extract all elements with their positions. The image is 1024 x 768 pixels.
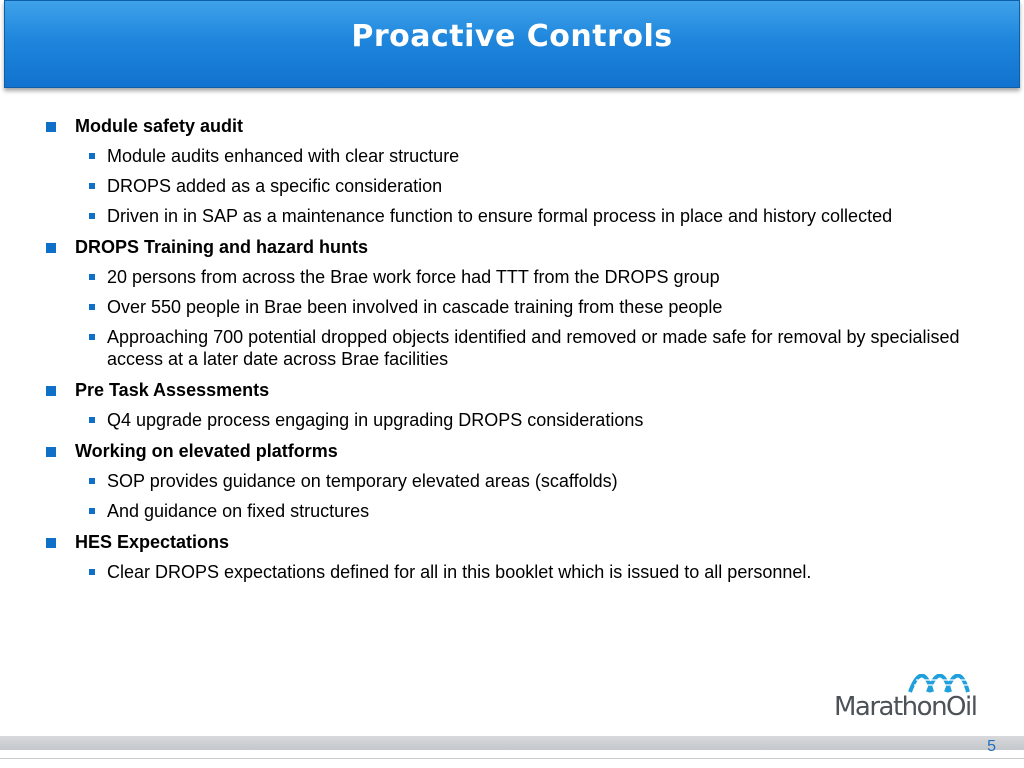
small-square-bullet-icon xyxy=(89,213,95,219)
small-square-bullet-icon xyxy=(89,274,95,280)
small-square-bullet-icon xyxy=(89,153,95,159)
section-heading-text: Working on elevated platforms xyxy=(75,441,338,461)
section-heading-text: Pre Task Assessments xyxy=(75,380,270,400)
list-item-text: Driven in in SAP as a maintenance function to ensure formal process in place and history collected xyxy=(107,206,893,226)
list-item-text: Q4 upgrade process engaging in upgrading DROPS considerations xyxy=(107,410,644,430)
section-heading xyxy=(44,115,994,137)
list-item-text: Clear DROPS expectations defined for all in this booklet which is issued to all personnel. xyxy=(107,562,812,582)
list-item-text: DROPS added as a specific consideration xyxy=(107,176,443,196)
small-square-bullet-icon xyxy=(89,334,95,340)
section-heading xyxy=(44,531,994,553)
list-item xyxy=(44,145,994,167)
title-bar xyxy=(4,0,1020,88)
small-square-bullet-icon xyxy=(89,417,95,423)
list-item-text: 20 persons from across the Brae work force had TTT from the DROPS group xyxy=(107,267,720,287)
list-item xyxy=(44,409,994,431)
bullet-list xyxy=(44,115,994,583)
list-item xyxy=(44,266,994,288)
small-square-bullet-icon xyxy=(89,478,95,484)
list-item xyxy=(44,470,994,492)
company-logo xyxy=(834,674,996,724)
list-item xyxy=(44,296,994,318)
square-bullet-icon xyxy=(46,122,56,132)
logo-wordmark: MarathonOil xyxy=(834,692,977,722)
list-item-text: Approaching 700 potential dropped objects identified and removed or made safe for removal by specialised access at a later date across Brae facilities xyxy=(107,327,960,369)
list-item xyxy=(44,205,994,227)
square-bullet-icon xyxy=(46,447,56,457)
slide-title: Proactive Controls xyxy=(351,18,673,54)
section-heading-text: DROPS Training and hazard hunts xyxy=(75,237,369,257)
list-item-text: And guidance on fixed structures xyxy=(107,501,370,521)
small-square-bullet-icon xyxy=(89,304,95,310)
list-item xyxy=(44,175,994,197)
square-bullet-icon xyxy=(46,386,56,396)
list-item-text: Over 550 people in Brae been involved in cascade training from these people xyxy=(107,297,723,317)
list-item xyxy=(44,500,994,522)
section-heading xyxy=(44,236,994,258)
section-heading-text: HES Expectations xyxy=(75,532,230,552)
small-square-bullet-icon xyxy=(89,183,95,189)
page-number: 5 xyxy=(987,738,996,755)
list-item xyxy=(44,326,994,370)
list-item-text: Module audits enhanced with clear structure xyxy=(107,146,460,166)
marathon-waves-logo-icon xyxy=(908,674,978,694)
list-item xyxy=(44,561,994,583)
footer-band xyxy=(0,736,1024,750)
section-heading xyxy=(44,379,994,401)
small-square-bullet-icon xyxy=(89,569,95,575)
section-heading xyxy=(44,440,994,462)
list-item-text: SOP provides guidance on temporary elevated areas (scaffolds) xyxy=(107,471,618,491)
square-bullet-icon xyxy=(46,243,56,253)
small-square-bullet-icon xyxy=(89,508,95,514)
section-heading-text: Module safety audit xyxy=(75,116,244,136)
square-bullet-icon xyxy=(46,538,56,548)
footer-divider xyxy=(0,758,1024,759)
